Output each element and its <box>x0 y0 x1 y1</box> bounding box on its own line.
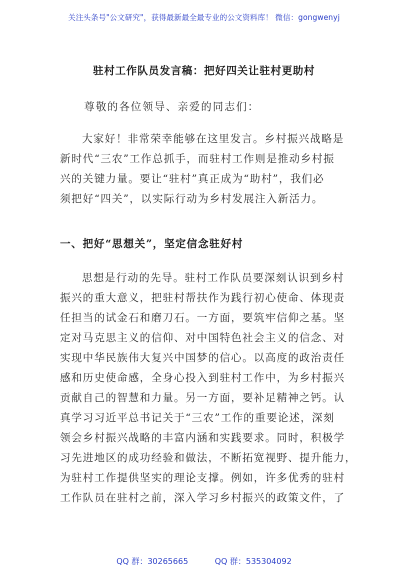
paragraph-line: 兴的关键力量。要让“驻村”真正成为“助村”，我们必 <box>60 173 325 185</box>
header-watermark-note: 关注头条号"公文研究"，获得最新最全最专业的公文资料库！ 微信：gongwenyj <box>68 13 340 22</box>
paragraph-line: 大家好！非常荣幸能够在这里发言。乡村振兴战略是 <box>82 133 345 145</box>
paragraph-line: 感和历史使命感，全身心投入到驻村工作中，为乡村振兴 <box>60 372 345 384</box>
paragraph-line: 真学习习近平总书记关于“三农”工作的重要论述，深刻 <box>60 412 335 424</box>
document-title: 驻村工作队员发言稿：把好四关让驻村更助村 <box>93 65 315 77</box>
paragraph-line: 振兴的重大意义，把驻村帮扶作为践行初心使命、体现责 <box>60 292 345 304</box>
footer-qq-group-2: QQ 群：535304092 <box>214 557 292 566</box>
section-heading: 一、把好“思想关”，坚定信念驻好村 <box>60 238 244 250</box>
paragraph-line: 为驻村工作提供坚实的理论支撑。例如，许多优秀的驻村 <box>60 472 345 484</box>
paragraph-line: 新时代“三农”工作总抓手，而驻村工作则是推动乡村振 <box>60 153 335 165</box>
paragraph-line: 贡献自己的智慧和力量。另一方面，要补足精神之钙。认 <box>60 392 345 404</box>
paragraph-line: 定对马克思主义的信仰、对中国特色社会主义的信念、对 <box>60 332 345 344</box>
paragraph-line: 实现中华民族伟大复兴中国梦的信心。以高度的政治责任 <box>60 352 345 364</box>
intro-paragraph <box>60 129 365 209</box>
paragraph-line: 习先进地区的成功经验和做法，不断拓宽视野、提升能力， <box>60 452 357 464</box>
paragraph-line: 须把好“四关”，以实际行动为乡村发展注入新活力。 <box>60 193 324 205</box>
salutation: 尊敬的各位领导、亲爱的同志们： <box>84 101 260 113</box>
paragraph-line: 思想是行动的先导。驻村工作队员要深刻认识到乡村 <box>82 272 345 284</box>
paragraph-line: 领会乡村振兴战略的丰富内涵和实践要求。同时，积极学 <box>60 432 345 444</box>
paragraph-line: 任担当的试金石和磨刀石。一方面，要筑牢信仰之基。坚 <box>60 312 345 324</box>
section-paragraph <box>60 268 365 508</box>
footer-watermark-note <box>0 556 408 567</box>
paragraph-line: 工作队员在驻村之前，深入学习乡村振兴的政策文件，了 <box>60 492 345 504</box>
footer-qq-group-1: QQ 群：30265665 <box>116 557 189 566</box>
